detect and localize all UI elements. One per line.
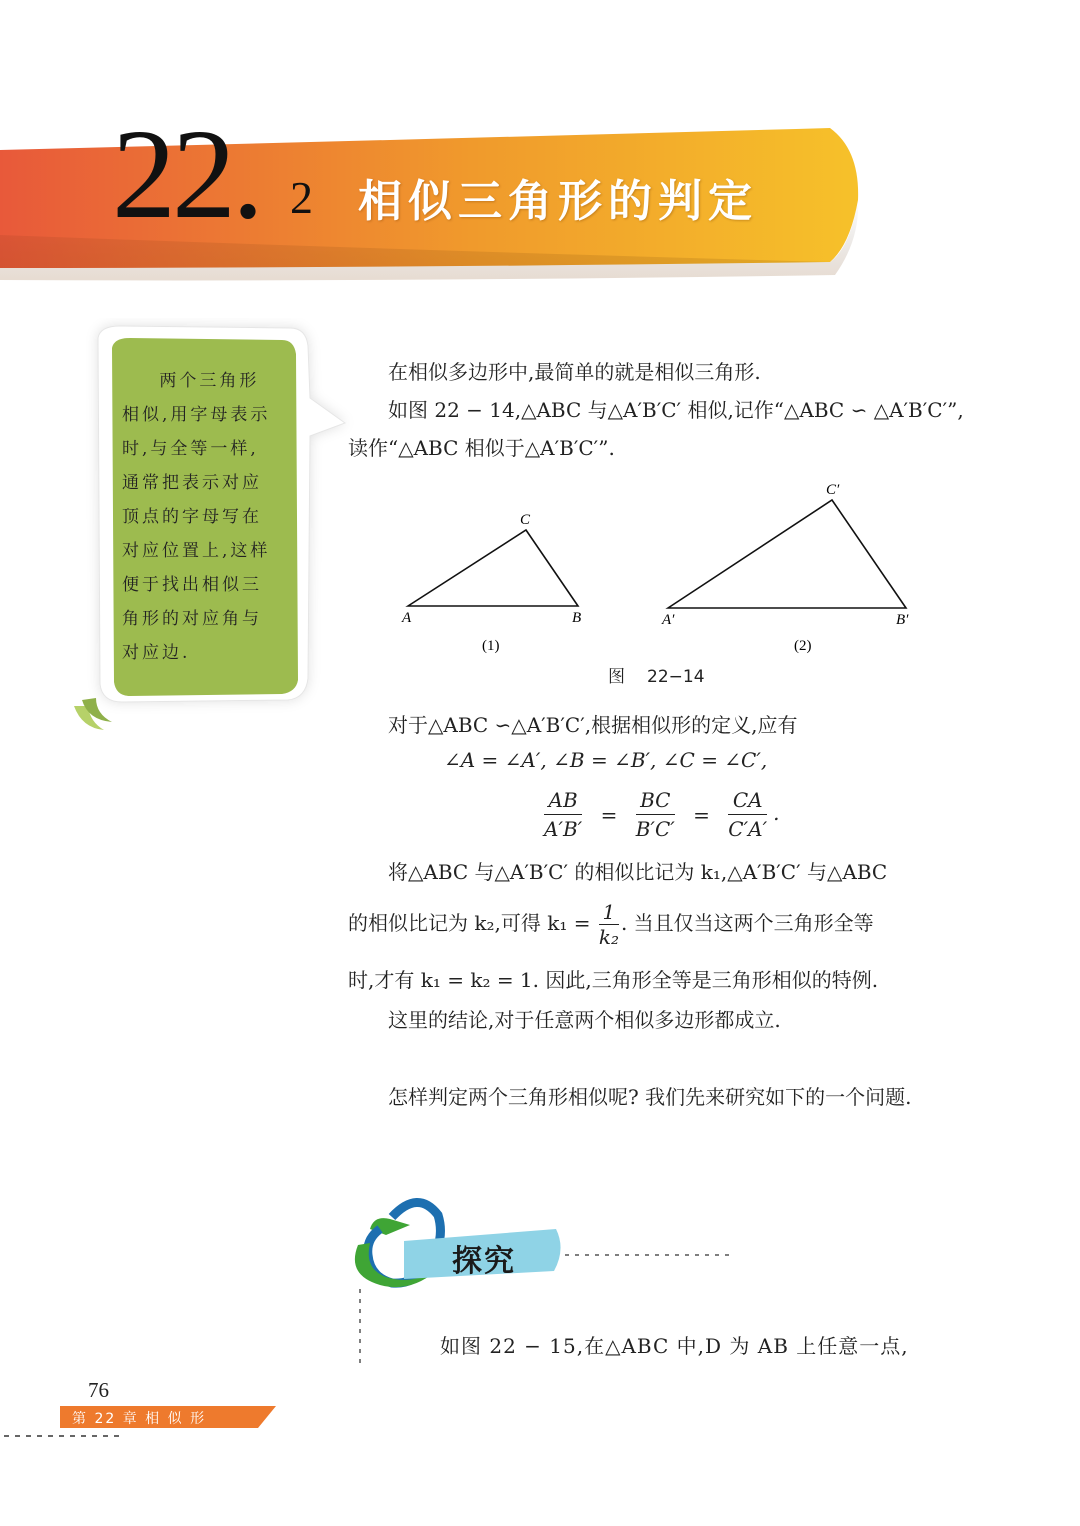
caption-number: 22−14 — [647, 667, 705, 687]
label-b-prime: B′ — [896, 612, 909, 628]
paragraph-question: 怎样判定两个三角形相似呢? 我们先来研究如下的一个问题. — [388, 1085, 912, 1109]
sidebar-note: 两个三角形相似,用字母表示时,与全等一样,通常把表示对应顶点的字母写在对应位置上,这样便于找出相似三角形的对应角与对应边. — [122, 371, 271, 663]
ratio2-num: BC — [636, 788, 675, 815]
label-a: A — [402, 610, 412, 626]
section-major-number: 22. — [112, 103, 260, 245]
explore-text: 如图 22 − 15,在△ABC 中,D 为 AB 上任意一点, — [440, 1334, 909, 1358]
equals-sign: = — [600, 802, 618, 827]
label-c: C — [520, 512, 531, 528]
paragraph-intro: 在相似多边形中,最简单的就是相似三角形. — [388, 360, 761, 384]
label-a-prime: A′ — [662, 612, 675, 628]
explore-label: 探究 — [452, 1244, 516, 1279]
k-frac-num: 1 — [599, 900, 619, 925]
ratio-line2-b: . 当且仅当这两个三角形全等 — [620, 911, 874, 935]
paragraph-ratio-line1: 将△ABC 与△A′B′C′ 的相似比记为 k₁,△A′B′C′ 与△ABC — [388, 860, 888, 884]
paragraph-notation: 如图 22 − 14,△ABC 与△A′B′C′ 相似,记作“△ABC ∽ △A′B′C′”, 读作“△ABC 相似于△A′B′C′”. — [348, 398, 964, 460]
equals-sign: = — [693, 802, 710, 827]
figure-caption — [608, 662, 727, 687]
ratio3-num: CA — [728, 788, 767, 815]
equation-angles: ∠A = ∠A′, ∠B = ∠B′, ∠C = ∠C′, — [444, 748, 768, 772]
paragraph-definition: 对于△ABC ∽△A′B′C′,根据相似形的定义,应有 — [388, 713, 798, 737]
label-b: B — [572, 610, 582, 626]
section-title: 相似三角形的判定 — [358, 176, 758, 227]
paragraph-ratio-line2 — [348, 900, 973, 949]
paragraph-ratio-line3: 时,才有 k₁ = k₂ = 1. 因此,三角形全等是三角形相似的特例. — [348, 968, 879, 992]
triangle-abc — [408, 530, 578, 606]
ratio2-den: B′C′ — [635, 817, 675, 841]
label-c-prime: C′ — [826, 482, 840, 498]
caption-prefix: 图 — [608, 667, 625, 687]
ratio1-den: A′B′ — [544, 817, 583, 841]
section-minor-number: 2 — [290, 172, 313, 223]
k-frac-den: k₂ — [598, 925, 619, 949]
ratio1-num: AB — [544, 788, 582, 815]
chapter-label: 第 22 章 相 似 形 — [72, 1411, 207, 1427]
equation-ratios — [538, 788, 779, 841]
page-number: 76 — [88, 1378, 109, 1402]
ratio3-den: C′A′ — [728, 817, 768, 841]
sub-label-2: (2) — [794, 638, 812, 654]
figure-22-14 — [390, 478, 930, 668]
equation-end: . — [773, 801, 780, 825]
sub-label-1: (1) — [482, 638, 500, 654]
ratio-line2-a: 的相似比记为 k₂,可得 k₁ = — [348, 911, 591, 935]
triangle-a2b2c2 — [668, 500, 906, 608]
paragraph-general: 这里的结论,对于任意两个相似多边形都成立. — [388, 1008, 781, 1032]
